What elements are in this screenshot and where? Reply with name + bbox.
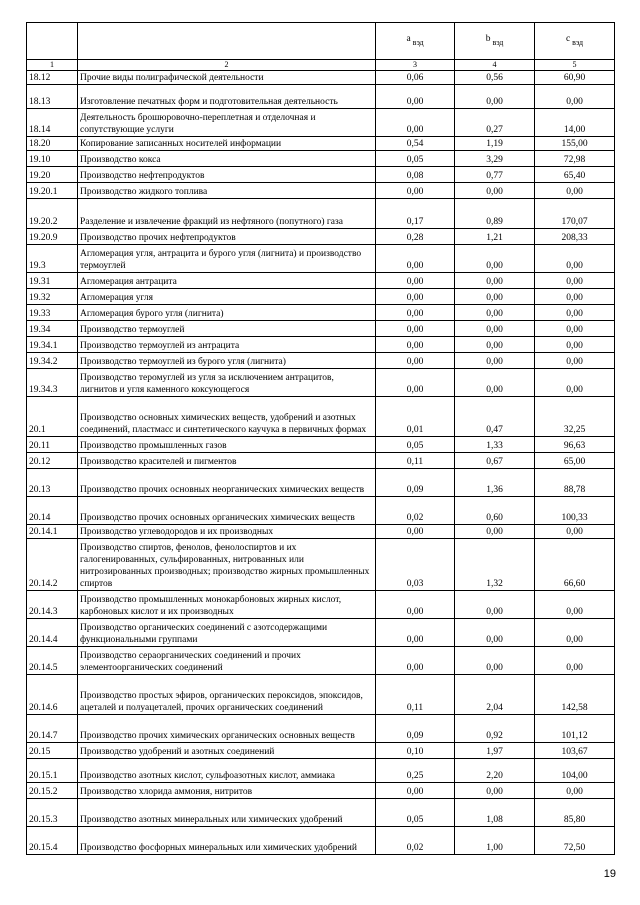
row-name: Производство прочих химических органических основных веществ bbox=[78, 715, 376, 743]
row-value-a: 0,00 bbox=[376, 273, 455, 289]
row-value-b: 0,00 bbox=[455, 337, 535, 353]
row-value-a: 0,00 bbox=[376, 369, 455, 397]
row-value-b: 0,00 bbox=[455, 305, 535, 321]
table-row bbox=[27, 497, 615, 525]
row-name: Изготовление печатных форм и подготовительная деятельность bbox=[78, 85, 376, 109]
row-code: 19.34.3 bbox=[27, 369, 78, 397]
header-col-a bbox=[376, 23, 455, 60]
column-number: 1 bbox=[27, 60, 78, 71]
table-row bbox=[27, 167, 615, 183]
row-value-a: 0,00 bbox=[376, 85, 455, 109]
row-value-c: 101,12 bbox=[535, 715, 615, 743]
row-code: 20.15 bbox=[27, 743, 78, 759]
row-code: 19.20.1 bbox=[27, 183, 78, 199]
row-code: 20.14.7 bbox=[27, 715, 78, 743]
header-col-a-sub: вэд bbox=[412, 38, 424, 47]
row-value-a: 0,09 bbox=[376, 715, 455, 743]
table-row bbox=[27, 199, 615, 229]
row-value-b: 0,00 bbox=[455, 85, 535, 109]
table-row bbox=[27, 525, 615, 539]
row-value-c: 96,63 bbox=[535, 437, 615, 453]
table-row bbox=[27, 321, 615, 337]
table-row bbox=[27, 305, 615, 321]
row-value-b: 1,21 bbox=[455, 229, 535, 245]
row-code: 20.11 bbox=[27, 437, 78, 453]
row-value-a: 0,05 bbox=[376, 151, 455, 167]
row-name: Производство промышленных газов bbox=[78, 437, 376, 453]
row-value-c: 208,33 bbox=[535, 229, 615, 245]
header-name bbox=[78, 23, 376, 60]
row-code: 20.15.1 bbox=[27, 759, 78, 783]
row-value-a: 0,00 bbox=[376, 321, 455, 337]
row-value-c: 0,00 bbox=[535, 273, 615, 289]
row-value-b: 1,33 bbox=[455, 437, 535, 453]
table-row bbox=[27, 759, 615, 783]
row-name: Разделение и извлечение фракций из нефтяного (попутного) газа bbox=[78, 199, 376, 229]
row-value-c: 65,40 bbox=[535, 167, 615, 183]
row-value-c: 0,00 bbox=[535, 289, 615, 305]
table-row bbox=[27, 469, 615, 497]
row-code: 19.33 bbox=[27, 305, 78, 321]
column-number: 2 bbox=[78, 60, 376, 71]
row-code: 20.13 bbox=[27, 469, 78, 497]
row-name: Агломерация антрацита bbox=[78, 273, 376, 289]
row-value-a: 0,11 bbox=[376, 675, 455, 715]
row-code: 20.14.4 bbox=[27, 619, 78, 647]
row-name: Производство углеводородов и их производных bbox=[78, 525, 376, 539]
header-col-c-sub: вэд bbox=[572, 38, 584, 47]
table-row bbox=[27, 353, 615, 369]
header-col-a-letter: a bbox=[406, 34, 411, 44]
row-value-c: 0,00 bbox=[535, 369, 615, 397]
row-value-c: 60,90 bbox=[535, 71, 615, 85]
row-code: 19.20.9 bbox=[27, 229, 78, 245]
row-value-b: 0,00 bbox=[455, 245, 535, 273]
row-name: Агломерация угля bbox=[78, 289, 376, 305]
row-value-c: 100,33 bbox=[535, 497, 615, 525]
row-value-a: 0,00 bbox=[376, 353, 455, 369]
row-code: 20.15.3 bbox=[27, 799, 78, 827]
table-row bbox=[27, 397, 615, 437]
row-value-c: 155,00 bbox=[535, 137, 615, 151]
row-value-c: 0,00 bbox=[535, 783, 615, 799]
row-value-b: 0,60 bbox=[455, 497, 535, 525]
row-value-b: 0,00 bbox=[455, 619, 535, 647]
row-code: 20.14 bbox=[27, 497, 78, 525]
row-code: 20.12 bbox=[27, 453, 78, 469]
table-row bbox=[27, 715, 615, 743]
row-name: Производство удобрений и азотных соединений bbox=[78, 743, 376, 759]
table-body bbox=[27, 71, 615, 855]
row-value-a: 0,00 bbox=[376, 183, 455, 199]
row-value-b: 0,56 bbox=[455, 71, 535, 85]
row-code: 19.20 bbox=[27, 167, 78, 183]
row-value-c: 85,80 bbox=[535, 799, 615, 827]
row-value-a: 0,25 bbox=[376, 759, 455, 783]
row-code: 19.3 bbox=[27, 245, 78, 273]
row-code: 19.10 bbox=[27, 151, 78, 167]
row-value-a: 0,11 bbox=[376, 453, 455, 469]
table-row bbox=[27, 827, 615, 855]
row-name: Производство кокса bbox=[78, 151, 376, 167]
row-name: Прочие виды полиграфической деятельности bbox=[78, 71, 376, 85]
row-name: Производство простых эфиров, органических пероксидов, эпоксидов, ацеталей и полуацеталей, прочих органических соединений bbox=[78, 675, 376, 715]
row-value-a: 0,05 bbox=[376, 437, 455, 453]
row-value-b: 0,00 bbox=[455, 591, 535, 619]
row-value-b: 1,36 bbox=[455, 469, 535, 497]
column-number: 4 bbox=[455, 60, 535, 71]
row-value-b: 1,97 bbox=[455, 743, 535, 759]
row-value-b: 0,00 bbox=[455, 289, 535, 305]
header-col-b-letter: b bbox=[485, 34, 491, 44]
table-row bbox=[27, 337, 615, 353]
row-code: 20.1 bbox=[27, 397, 78, 437]
row-value-a: 0,17 bbox=[376, 199, 455, 229]
row-value-c: 32,25 bbox=[535, 397, 615, 437]
row-value-c: 0,00 bbox=[535, 337, 615, 353]
row-value-c: 88,78 bbox=[535, 469, 615, 497]
table-row bbox=[27, 743, 615, 759]
row-code: 19.34.2 bbox=[27, 353, 78, 369]
row-name: Производство прочих основных органических химических веществ bbox=[78, 497, 376, 525]
row-value-c: 142,58 bbox=[535, 675, 615, 715]
row-value-a: 0,02 bbox=[376, 827, 455, 855]
table-row bbox=[27, 183, 615, 199]
row-value-b: 1,00 bbox=[455, 827, 535, 855]
row-name: Производство прочих нефтепродуктов bbox=[78, 229, 376, 245]
row-value-b: 0,77 bbox=[455, 167, 535, 183]
table-row bbox=[27, 245, 615, 273]
row-code: 20.15.4 bbox=[27, 827, 78, 855]
table-row bbox=[27, 783, 615, 799]
row-value-b: 0,00 bbox=[455, 783, 535, 799]
row-value-c: 65,00 bbox=[535, 453, 615, 469]
row-value-c: 0,00 bbox=[535, 591, 615, 619]
table-row bbox=[27, 619, 615, 647]
row-value-b: 0,92 bbox=[455, 715, 535, 743]
row-value-a: 0,28 bbox=[376, 229, 455, 245]
row-name: Производство прочих основных неорганических химических веществ bbox=[78, 469, 376, 497]
table-row bbox=[27, 151, 615, 167]
row-value-b: 0,00 bbox=[455, 525, 535, 539]
row-code: 18.13 bbox=[27, 85, 78, 109]
row-value-c: 170,07 bbox=[535, 199, 615, 229]
row-value-c: 0,00 bbox=[535, 619, 615, 647]
header-code bbox=[27, 23, 78, 60]
row-value-b: 1,19 bbox=[455, 137, 535, 151]
row-value-b: 1,08 bbox=[455, 799, 535, 827]
page-number: 19 bbox=[603, 868, 616, 880]
row-name: Производство нефтепродуктов bbox=[78, 167, 376, 183]
row-name: Производство промышленных монокарбоновых жирных кислот, карбоновых кислот и их производных bbox=[78, 591, 376, 619]
row-value-b: 0,89 bbox=[455, 199, 535, 229]
table-row bbox=[27, 591, 615, 619]
row-value-a: 0,00 bbox=[376, 289, 455, 305]
row-value-b: 0,00 bbox=[455, 273, 535, 289]
row-value-a: 0,00 bbox=[376, 783, 455, 799]
row-name: Производство жидкого топлива bbox=[78, 183, 376, 199]
row-name: Производство термоуглей из бурого угля (лигнита) bbox=[78, 353, 376, 369]
row-name: Производство сераорганических соединений и прочих элементоорганических соединений bbox=[78, 647, 376, 675]
header-col-b bbox=[455, 23, 535, 60]
row-value-a: 0,00 bbox=[376, 305, 455, 321]
row-value-a: 0,06 bbox=[376, 71, 455, 85]
row-value-b: 0,00 bbox=[455, 369, 535, 397]
header-col-c bbox=[535, 23, 615, 60]
row-code: 19.32 bbox=[27, 289, 78, 305]
table-row bbox=[27, 109, 615, 137]
row-value-a: 0,00 bbox=[376, 337, 455, 353]
row-value-a: 0,03 bbox=[376, 539, 455, 591]
table-row bbox=[27, 453, 615, 469]
row-value-a: 0,00 bbox=[376, 619, 455, 647]
row-name: Производство хлорида аммония, нитритов bbox=[78, 783, 376, 799]
row-value-b: 0,67 bbox=[455, 453, 535, 469]
table-row bbox=[27, 289, 615, 305]
row-value-b: 2,20 bbox=[455, 759, 535, 783]
row-name: Агломерация бурого угля (лигнита) bbox=[78, 305, 376, 321]
table-row bbox=[27, 137, 615, 151]
row-name: Производство азотных кислот, сульфоазотных кислот, аммиака bbox=[78, 759, 376, 783]
coefficients-table bbox=[26, 22, 615, 855]
row-value-b: 3,29 bbox=[455, 151, 535, 167]
row-value-a: 0,10 bbox=[376, 743, 455, 759]
row-name: Производство красителей и пигментов bbox=[78, 453, 376, 469]
table-row bbox=[27, 85, 615, 109]
row-name: Производство органических соединений с азотсодержащими функциональными группами bbox=[78, 619, 376, 647]
row-value-a: 0,00 bbox=[376, 647, 455, 675]
row-code: 20.14.3 bbox=[27, 591, 78, 619]
row-code: 18.12 bbox=[27, 71, 78, 85]
row-value-a: 0,54 bbox=[376, 137, 455, 151]
table-row bbox=[27, 369, 615, 397]
table-row bbox=[27, 229, 615, 245]
row-code: 18.20 bbox=[27, 137, 78, 151]
row-value-a: 0,08 bbox=[376, 167, 455, 183]
row-value-b: 0,00 bbox=[455, 353, 535, 369]
row-value-c: 14,00 bbox=[535, 109, 615, 137]
row-code: 19.34.1 bbox=[27, 337, 78, 353]
column-number: 3 bbox=[376, 60, 455, 71]
row-code: 20.14.6 bbox=[27, 675, 78, 715]
row-value-c: 0,00 bbox=[535, 525, 615, 539]
row-value-c: 0,00 bbox=[535, 353, 615, 369]
row-code: 18.14 bbox=[27, 109, 78, 137]
row-name: Производство термоуглей из антрацита bbox=[78, 337, 376, 353]
row-value-a: 0,00 bbox=[376, 525, 455, 539]
row-code: 20.14.1 bbox=[27, 525, 78, 539]
row-value-c: 104,00 bbox=[535, 759, 615, 783]
header-row bbox=[27, 23, 615, 60]
column-number-row bbox=[27, 60, 615, 71]
row-value-c: 72,98 bbox=[535, 151, 615, 167]
row-value-a: 0,00 bbox=[376, 109, 455, 137]
row-name: Производство спиртов, фенолов, фенолоспиртов и их галогенированных, сульфированных, нитрованных или нитрозированных производных; производство жирных промышленных спиртов bbox=[78, 539, 376, 591]
row-value-b: 0,00 bbox=[455, 647, 535, 675]
table-row bbox=[27, 647, 615, 675]
table-row bbox=[27, 273, 615, 289]
row-value-a: 0,09 bbox=[376, 469, 455, 497]
row-value-c: 0,00 bbox=[535, 85, 615, 109]
table-row bbox=[27, 437, 615, 453]
row-name: Производство азотных минеральных или химических удобрений bbox=[78, 799, 376, 827]
header-col-b-sub: вэд bbox=[492, 38, 504, 47]
row-name: Агломерация угля, антрацита и бурого угля (лигнита) и производство термоуглей bbox=[78, 245, 376, 273]
row-value-c: 0,00 bbox=[535, 305, 615, 321]
row-value-c: 0,00 bbox=[535, 245, 615, 273]
row-name: Производство термоуглей bbox=[78, 321, 376, 337]
row-value-c: 66,60 bbox=[535, 539, 615, 591]
row-value-c: 103,67 bbox=[535, 743, 615, 759]
row-value-b: 0,47 bbox=[455, 397, 535, 437]
row-value-a: 0,05 bbox=[376, 799, 455, 827]
table-row bbox=[27, 539, 615, 591]
row-name: Производство теромуглей из угля за исключением антрацитов, лигнитов и угля каменного коксующегося bbox=[78, 369, 376, 397]
row-value-c: 0,00 bbox=[535, 647, 615, 675]
row-code: 19.31 bbox=[27, 273, 78, 289]
row-code: 19.20.2 bbox=[27, 199, 78, 229]
row-name: Деятельность брошюровочно-переплетная и отделочная и сопутствующие услуги bbox=[78, 109, 376, 137]
row-value-a: 0,01 bbox=[376, 397, 455, 437]
row-value-a: 0,00 bbox=[376, 245, 455, 273]
row-value-b: 1,32 bbox=[455, 539, 535, 591]
row-value-b: 0,00 bbox=[455, 321, 535, 337]
row-value-b: 0,00 bbox=[455, 183, 535, 199]
row-value-b: 0,27 bbox=[455, 109, 535, 137]
row-name: Производство фосфорных минеральных или химических удобрений bbox=[78, 827, 376, 855]
row-value-a: 0,00 bbox=[376, 591, 455, 619]
table-row bbox=[27, 71, 615, 85]
row-value-c: 0,00 bbox=[535, 321, 615, 337]
row-value-c: 72,50 bbox=[535, 827, 615, 855]
row-value-a: 0,02 bbox=[376, 497, 455, 525]
column-number: 5 bbox=[535, 60, 615, 71]
row-name: Копирование записанных носителей информации bbox=[78, 137, 376, 151]
header-col-c-letter: c bbox=[565, 34, 571, 44]
table-row bbox=[27, 675, 615, 715]
row-code: 20.14.2 bbox=[27, 539, 78, 591]
row-name: Производство основных химических веществ, удобрений и азотных соединений, пластмасс и синтетического каучука в первичных формах bbox=[78, 397, 376, 437]
row-value-b: 2,04 bbox=[455, 675, 535, 715]
row-value-c: 0,00 bbox=[535, 183, 615, 199]
table-row bbox=[27, 799, 615, 827]
row-code: 20.15.2 bbox=[27, 783, 78, 799]
row-code: 19.34 bbox=[27, 321, 78, 337]
row-code: 20.14.5 bbox=[27, 647, 78, 675]
